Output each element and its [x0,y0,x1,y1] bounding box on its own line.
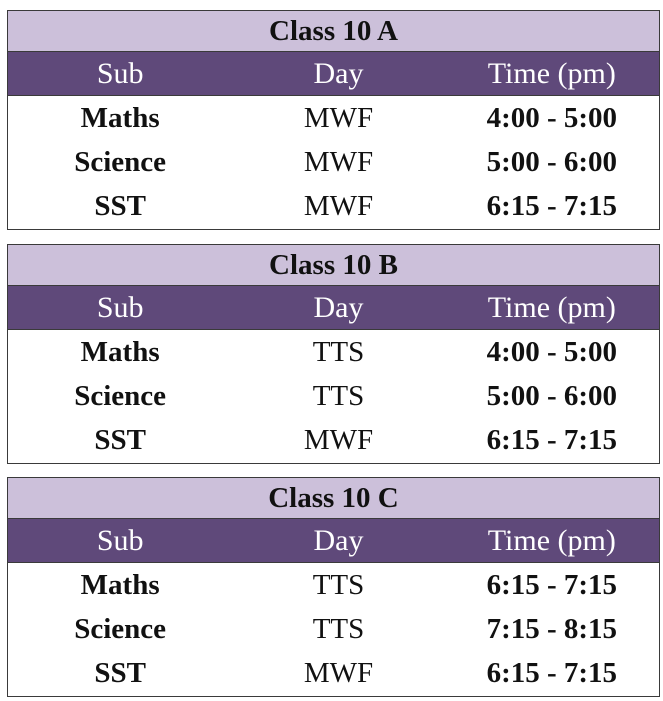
header-sub: Sub [96,290,144,324]
header-row [8,286,659,330]
cell-day: TTS [312,379,365,412]
cell-subject: Maths [80,335,160,368]
table-row [8,418,659,462]
cell-time: 6:15 - 7:15 [486,656,618,689]
table-row [8,96,659,140]
header-time: Time (pm) [487,56,616,90]
header-time: Time (pm) [487,290,616,324]
cell-subject: Science [74,145,167,178]
cell-day: MWF [303,423,374,456]
header-row [8,519,659,563]
cell-day: TTS [312,568,365,601]
cell-day: MWF [303,145,374,178]
cell-time: 4:00 - 5:00 [486,101,618,134]
cell-time: 4:00 - 5:00 [486,335,618,368]
table-row [8,374,659,418]
cell-day: TTS [312,335,365,368]
header-sub: Sub [96,56,144,90]
header-row [8,52,659,96]
cell-time: 5:00 - 6:00 [486,379,618,412]
cell-day: MWF [303,656,374,689]
cell-subject: Maths [80,101,160,134]
table-row [8,607,659,651]
cell-subject: SST [94,656,146,689]
cell-day: TTS [312,612,365,645]
cell-subject: Science [74,612,167,645]
schedule-table-class-10c [7,477,660,697]
schedule-table-class-10a [7,10,660,230]
cell-day: MWF [303,101,374,134]
header-time: Time (pm) [487,523,616,557]
cell-day: MWF [303,189,374,222]
schedule-table-class-10b [7,244,660,464]
cell-subject: SST [94,189,146,222]
header-day: Day [313,523,364,557]
cell-time: 6:15 - 7:15 [486,189,618,222]
table-row [8,140,659,184]
cell-time: 6:15 - 7:15 [486,423,618,456]
cell-time: 7:15 - 8:15 [486,612,618,645]
table-title: Class 10 B [8,245,659,286]
cell-subject: Maths [80,568,160,601]
cell-time: 6:15 - 7:15 [486,568,618,601]
header-day: Day [313,56,364,90]
cell-subject: SST [94,423,146,456]
table-title: Class 10 A [8,11,659,52]
cell-time: 5:00 - 6:00 [486,145,618,178]
table-row [8,563,659,607]
table-title: Class 10 C [8,478,659,519]
cell-subject: Science [74,379,167,412]
table-row [8,330,659,374]
header-sub: Sub [96,523,144,557]
table-row [8,651,659,695]
header-day: Day [313,290,364,324]
table-row [8,184,659,228]
